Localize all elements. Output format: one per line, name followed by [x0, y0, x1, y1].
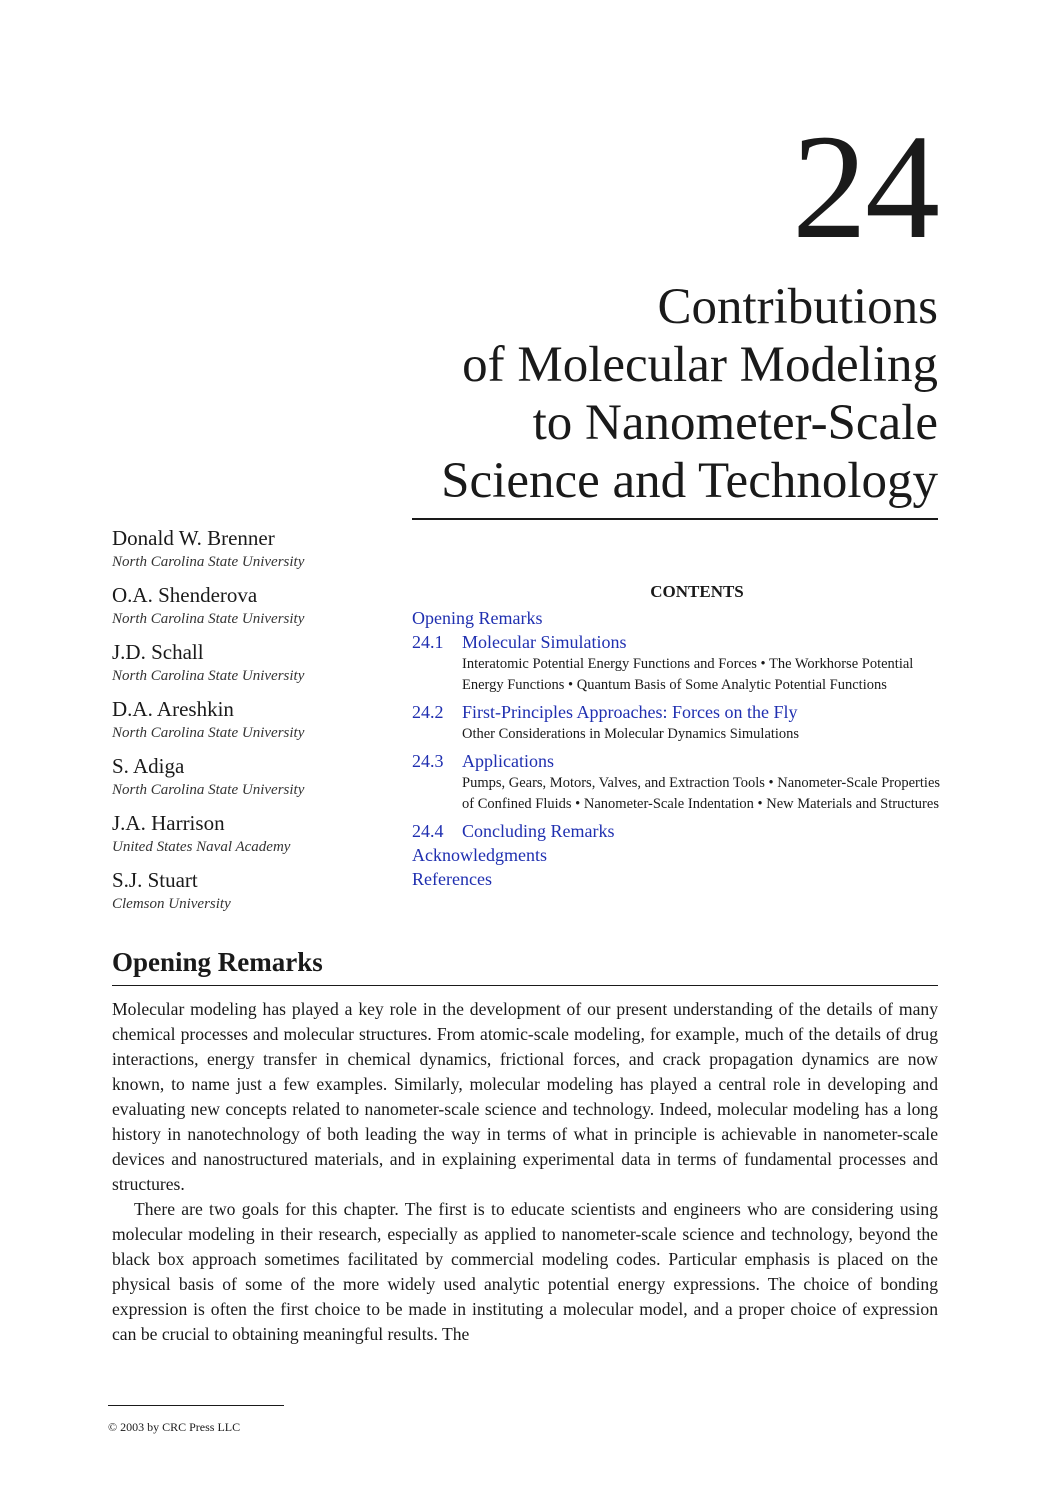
toc-section-title: First-Principles Approaches: Forces on the Fly — [462, 702, 798, 722]
author — [112, 581, 402, 629]
table-of-contents — [412, 580, 942, 891]
toc-link-section[interactable] — [412, 819, 942, 843]
copyright-notice: © 2003 by CRC Press LLC — [108, 1420, 241, 1434]
toc-link-section[interactable] — [412, 630, 942, 654]
toc-section-number: 24.3 — [412, 751, 444, 771]
paragraph: There are two goals for this chapter. The first is to educate scientists and engineers who are considering using molecular modeling in their research, especially as applied to nanometer-scale science and technology, beyond the black box approach sometimes facilitated by commercial modeling codes. Particular emphasis is placed on the physical basis of some of the more widely used analytic potential energy expressions. The choice of bonding expression is often the first choice to be made in instituting a molecular model, and a proper choice of expression can be crucial to obtaining meaningful results. The — [112, 1199, 938, 1344]
chapter-title-line: Science and Technology — [441, 453, 938, 509]
chapter-number: 24 — [792, 104, 938, 270]
chapter-title-line: of Molecular Modeling — [462, 337, 938, 393]
toc-section-title: Concluding Remarks — [462, 821, 615, 841]
author-affiliation: United States Naval Academy — [112, 839, 291, 855]
section-rule — [112, 985, 938, 986]
author-list — [112, 524, 402, 923]
toc-section-title: Molecular Simulations — [462, 632, 627, 652]
author — [112, 752, 402, 800]
toc-section-title: Applications — [462, 751, 554, 771]
toc-section-number: 24.1 — [412, 632, 444, 652]
author — [112, 866, 402, 914]
toc-subsections: Pumps, Gears, Motors, Valves, and Extraction Tools • Nanometer-Scale Properties of Confined Fluids • Nanometer-Scale Indentation • New Materials and Structures — [462, 775, 941, 812]
toc-link-opening-remarks[interactable]: Opening Remarks — [412, 608, 543, 628]
author-affiliation: North Carolina State University — [112, 611, 305, 627]
toc-link-section[interactable] — [412, 700, 942, 724]
author-affiliation: North Carolina State University — [112, 668, 305, 684]
chapter-title-line: to Nanometer-Scale — [532, 395, 938, 451]
author-name: D.A. Areshkin — [112, 697, 234, 721]
contents-heading: CONTENTS — [650, 582, 744, 601]
author — [112, 695, 402, 743]
author-name: J.D. Schall — [112, 640, 204, 664]
author-name: O.A. Shenderova — [112, 583, 258, 607]
author — [112, 638, 402, 686]
author-name: S.J. Stuart — [112, 868, 198, 892]
section-heading: Opening Remarks — [112, 947, 323, 977]
author-name: S. Adiga — [112, 754, 185, 778]
toc-link-acknowledgments[interactable]: Acknowledgments — [412, 845, 547, 865]
author-affiliation: North Carolina State University — [112, 725, 305, 741]
author — [112, 809, 402, 857]
toc-link-section[interactable] — [412, 749, 942, 773]
toc-subsections: Other Considerations in Molecular Dynamics Simulations — [462, 726, 800, 742]
toc-link-references[interactable]: References — [412, 869, 492, 889]
title-rule — [412, 518, 938, 520]
toc-section-number: 24.2 — [412, 702, 444, 722]
paragraph: Molecular modeling has played a key role in the development of our present understanding of the details of many chemical processes and molecular structures. From atomic-scale modeling, for example, much of the details of drug interactions, energy transfer in chemical dynamics, frictional forces, and crack propagation dynamics are now known, to name just a few examples. Similarly, molecular modeling has played a central role in developing and evaluating new concepts related to nanometer-scale science and technology. Indeed, molecular modeling has a long history in nanotechnology of both leading the way in terms of what in principle is achievable in nanometer-scale devices and nanostructured materials, and in explaining experimental data in terms of fundamental processes and structures. — [112, 999, 938, 1194]
author-affiliation: North Carolina State University — [112, 554, 305, 570]
chapter-title-line: Contributions — [657, 279, 938, 335]
body-text — [112, 997, 938, 1347]
toc-subsections: Interatomic Potential Energy Functions and Forces • The Workhorse Potential Energy Functions • Quantum Basis of Some Analytic Potential Functions — [462, 656, 914, 693]
chapter-title — [441, 278, 938, 510]
author-affiliation: North Carolina State University — [112, 782, 305, 798]
toc-section-number: 24.4 — [412, 821, 444, 841]
author-name: Donald W. Brenner — [112, 526, 275, 550]
author-name: J.A. Harrison — [112, 811, 225, 835]
author — [112, 524, 402, 572]
footer-rule — [108, 1405, 284, 1406]
author-affiliation: Clemson University — [112, 896, 231, 912]
